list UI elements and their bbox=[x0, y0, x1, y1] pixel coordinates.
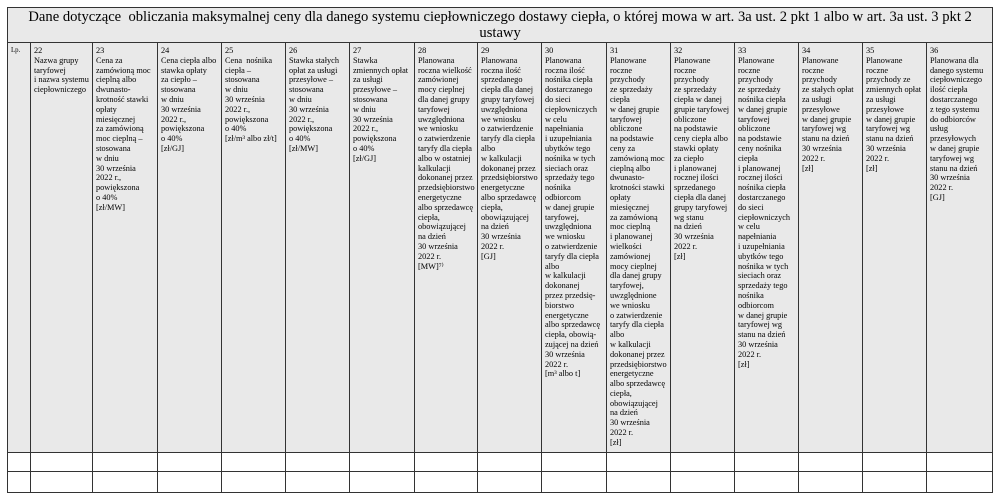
table-cell bbox=[863, 472, 927, 493]
table-cell bbox=[671, 472, 735, 493]
table-cell bbox=[799, 453, 863, 472]
column-header-23 bbox=[93, 43, 158, 453]
column-header-content bbox=[350, 43, 414, 450]
table-cell bbox=[158, 453, 222, 472]
table-cell bbox=[927, 472, 993, 493]
column-description: Planowane roczne przychody ze sprzedaży ciepła w danej grupie taryfowej obliczone na podstawie ceny za zamówioną moc cieplną albo dwunasto- krotności stawki opłaty miesięcznej za zamówioną moc cieplną i planowanej wielkości zamówionej mocy cieplnej dla danej grupy taryfowej, uwzględnione we wniosku o zatwierdzenie taryfy dla ciepła albo w kalkulacji dokonanej przez przedsiębiorstwo energetyczne albo sprzedawcę ciepła, obowiązującej na dzień 30 września 2022 r. [zł] bbox=[610, 55, 667, 447]
table-cell bbox=[542, 453, 607, 472]
column-header-26 bbox=[286, 43, 350, 453]
column-description: Cena ciepła albo stawka opłaty za ciepło – stosowana w dniu 30 września 2022 r., powiększona o 40% [zł/GJ] bbox=[161, 55, 217, 153]
column-number: 35 bbox=[866, 46, 875, 55]
table-cell bbox=[799, 472, 863, 493]
table-cell bbox=[927, 453, 993, 472]
column-number: 23 bbox=[96, 46, 105, 55]
column-header-25 bbox=[222, 43, 286, 453]
table-title: Dane dotyczące obliczania maksymalnej ceny dla danego systemu ciepłowniczego dostawy ciepła, o której mowa w art. 3a ust. 2 pkt 1 albo w art. 3a ust. 3 pkt 2 ustawy bbox=[28, 9, 972, 41]
table-row bbox=[8, 472, 993, 493]
column-header-34 bbox=[799, 43, 863, 453]
column-number: 34 bbox=[802, 46, 811, 55]
column-header-content bbox=[286, 43, 349, 450]
table-cell bbox=[478, 453, 542, 472]
column-header-content bbox=[607, 43, 670, 450]
column-header-30 bbox=[542, 43, 607, 453]
column-header-28 bbox=[415, 43, 478, 453]
column-number: 29 bbox=[481, 46, 490, 55]
column-header-content bbox=[799, 43, 862, 450]
column-header-content bbox=[927, 43, 992, 450]
lp-label: Lp. bbox=[11, 47, 21, 54]
table-cell-lp bbox=[8, 472, 31, 493]
column-number: 25 bbox=[225, 46, 234, 55]
table-cell bbox=[350, 472, 415, 493]
column-header-content bbox=[222, 43, 285, 450]
column-description: Cena za zamówioną moc cieplną albo dwunasto- krotność stawki opłaty miesięcznej za zamówioną moc cieplną – stosowana w dniu 30 września 2022 r., powiększona o 40% [zł/MW] bbox=[96, 55, 151, 212]
column-number: 36 bbox=[930, 46, 939, 55]
price-data-table bbox=[7, 7, 993, 493]
table-cell bbox=[478, 472, 542, 493]
table-cell bbox=[415, 453, 478, 472]
column-header-content bbox=[542, 43, 606, 450]
column-header-row bbox=[8, 43, 993, 453]
column-header-content bbox=[158, 43, 221, 450]
column-description: Planowane roczne przychody ze stałych opłat za usługi przesyłowe w danej grupie taryfowej wg stanu na dzień 30 września 2022 r. [zł] bbox=[802, 55, 854, 173]
column-description: Planowana roczna wielkość zamówionej mocy cieplnej dla danej grupy taryfowej uwzględniona we wniosku o zatwierdzenie taryfy dla ciepła albo w ostatniej kalkulacji dokonanej przez przedsiębiorstwo energetyczne albo sprzedawcę ciepła, obowiązującej na dzień 30 września 2022 r. [MW]⁷⁾ bbox=[418, 55, 475, 271]
column-number: 32 bbox=[674, 46, 683, 55]
column-number: 30 bbox=[545, 46, 554, 55]
column-number: 28 bbox=[418, 46, 427, 55]
table-cell bbox=[222, 472, 286, 493]
table-title-row bbox=[8, 8, 993, 43]
column-header-content bbox=[478, 43, 541, 450]
column-header-lp bbox=[8, 43, 31, 453]
table-cell bbox=[93, 453, 158, 472]
column-header-content bbox=[671, 43, 734, 450]
column-header-22 bbox=[31, 43, 93, 453]
table-cell bbox=[607, 453, 671, 472]
table-cell bbox=[286, 453, 350, 472]
table-cell bbox=[286, 472, 350, 493]
table-cell bbox=[350, 453, 415, 472]
column-description: Planowane roczne przychody ze sprzedaży ciepła w danej grupie taryfowej obliczone na podstawie ceny ciepła albo stawki opłaty za ciepło i planowanej rocznej ilości sprzedanego ciepła dla danej grupy taryfowej wg stanu na dzień 30 września 2022 r. [zł] bbox=[674, 55, 730, 261]
column-header-content bbox=[31, 43, 92, 450]
column-description: Nazwa grupy taryfowej i nazwa systemu ciepłowniczego bbox=[34, 55, 89, 95]
column-description: Planowana roczna ilość nośnika ciepła dostarczanego do sieci ciepłowniczych w celu napełniania i uzupełniania ubytków tego nośnika w tych sieciach oraz sprzedaży tego nośnika odbiorcom w danej grupie taryfowej, uwzględniona we wniosku o zatwierdzenie taryfy dla ciepła albo w kalkulacji dokonanej przez przedsię- biorstwo energetyczne albo sprzedawcę ciepła, obowią- zującej na dzień 30 września 2022 r. [m³ albo t] bbox=[545, 55, 601, 379]
table-cell bbox=[31, 453, 93, 472]
column-header-33 bbox=[735, 43, 799, 453]
column-description: Planowane roczne przychody ze zmiennych opłat za usługi przesyłowe w danej grupie taryfowej wg stanu na dzień 30 września 2022 r. [zł] bbox=[866, 55, 922, 173]
table-cell bbox=[671, 453, 735, 472]
column-header-content bbox=[415, 43, 477, 450]
table-cell bbox=[542, 472, 607, 493]
column-header-content bbox=[863, 43, 926, 450]
table-cell bbox=[735, 472, 799, 493]
column-header-27 bbox=[350, 43, 415, 453]
column-header-36 bbox=[927, 43, 993, 453]
table-row bbox=[8, 453, 993, 472]
table-cell-lp bbox=[8, 453, 31, 472]
column-header-24 bbox=[158, 43, 222, 453]
table-cell bbox=[93, 472, 158, 493]
column-description: Planowana roczna ilość sprzedanego ciepła dla danej grupy taryfowej uwzględniona we wniosku o zatwierdzenie taryfy dla ciepła albo w kalkulacji dokonanej przez przedsiębiorstwo energetyczne albo sprzedawcę ciepła, obowiązującej na dzień 30 września 2022 r. [GJ] bbox=[481, 55, 538, 261]
column-header-content bbox=[735, 43, 798, 450]
table-cell bbox=[607, 472, 671, 493]
column-number: 31 bbox=[610, 46, 619, 55]
column-number: 22 bbox=[34, 46, 43, 55]
column-header-32 bbox=[671, 43, 735, 453]
column-header-35 bbox=[863, 43, 927, 453]
column-number: 24 bbox=[161, 46, 170, 55]
table-cell bbox=[158, 472, 222, 493]
column-header-31 bbox=[607, 43, 671, 453]
table-title-cell bbox=[8, 8, 993, 43]
column-description: Cena nośnika ciepła – stosowana w dniu 30 września 2022 r., powiększona o 40% [zł/m³ albo zł/t] bbox=[225, 55, 277, 144]
column-header-content bbox=[93, 43, 157, 450]
column-description: Stawka stałych opłat za usługi przesyłowe – stosowana w dniu 30 września 2022 r., powiększona o 40% [zł/MW] bbox=[289, 55, 340, 153]
table-cell bbox=[735, 453, 799, 472]
column-description: Stawka zmiennych opłat za usługi przesyłowe – stosowana w dniu 30 września 2022 r., powiększona o 40% [zł/GJ] bbox=[353, 55, 409, 163]
table-cell bbox=[415, 472, 478, 493]
column-number: 26 bbox=[289, 46, 298, 55]
column-description: Planowana dla danego systemu ciepłowniczego ilość ciepła dostarczanego z tego systemu do odbiorców usług przesyłowych w danej grupie taryfowej wg stanu na dzień 30 września 2022 r. [GJ] bbox=[930, 55, 984, 202]
column-header-29 bbox=[478, 43, 542, 453]
column-number: 27 bbox=[353, 46, 362, 55]
table-cell bbox=[863, 453, 927, 472]
column-description: Planowane roczne przychody ze sprzedaży nośnika ciepła w danej grupie taryfowej obliczone na podstawie ceny nośnika ciepła i planowanej rocznej ilości nośnika ciepła dostarczanego do sieci ciepłowniczych w celu napełniania i uzupełniania ubytków tego nośnika w tych sieciach oraz sprzedaży tego nośnika odbiorcom w danej grupie taryfowej wg stanu na dzień 30 września 2022 r. [zł] bbox=[738, 55, 791, 369]
table-cell bbox=[31, 472, 93, 493]
column-number: 33 bbox=[738, 46, 747, 55]
table-cell bbox=[222, 453, 286, 472]
